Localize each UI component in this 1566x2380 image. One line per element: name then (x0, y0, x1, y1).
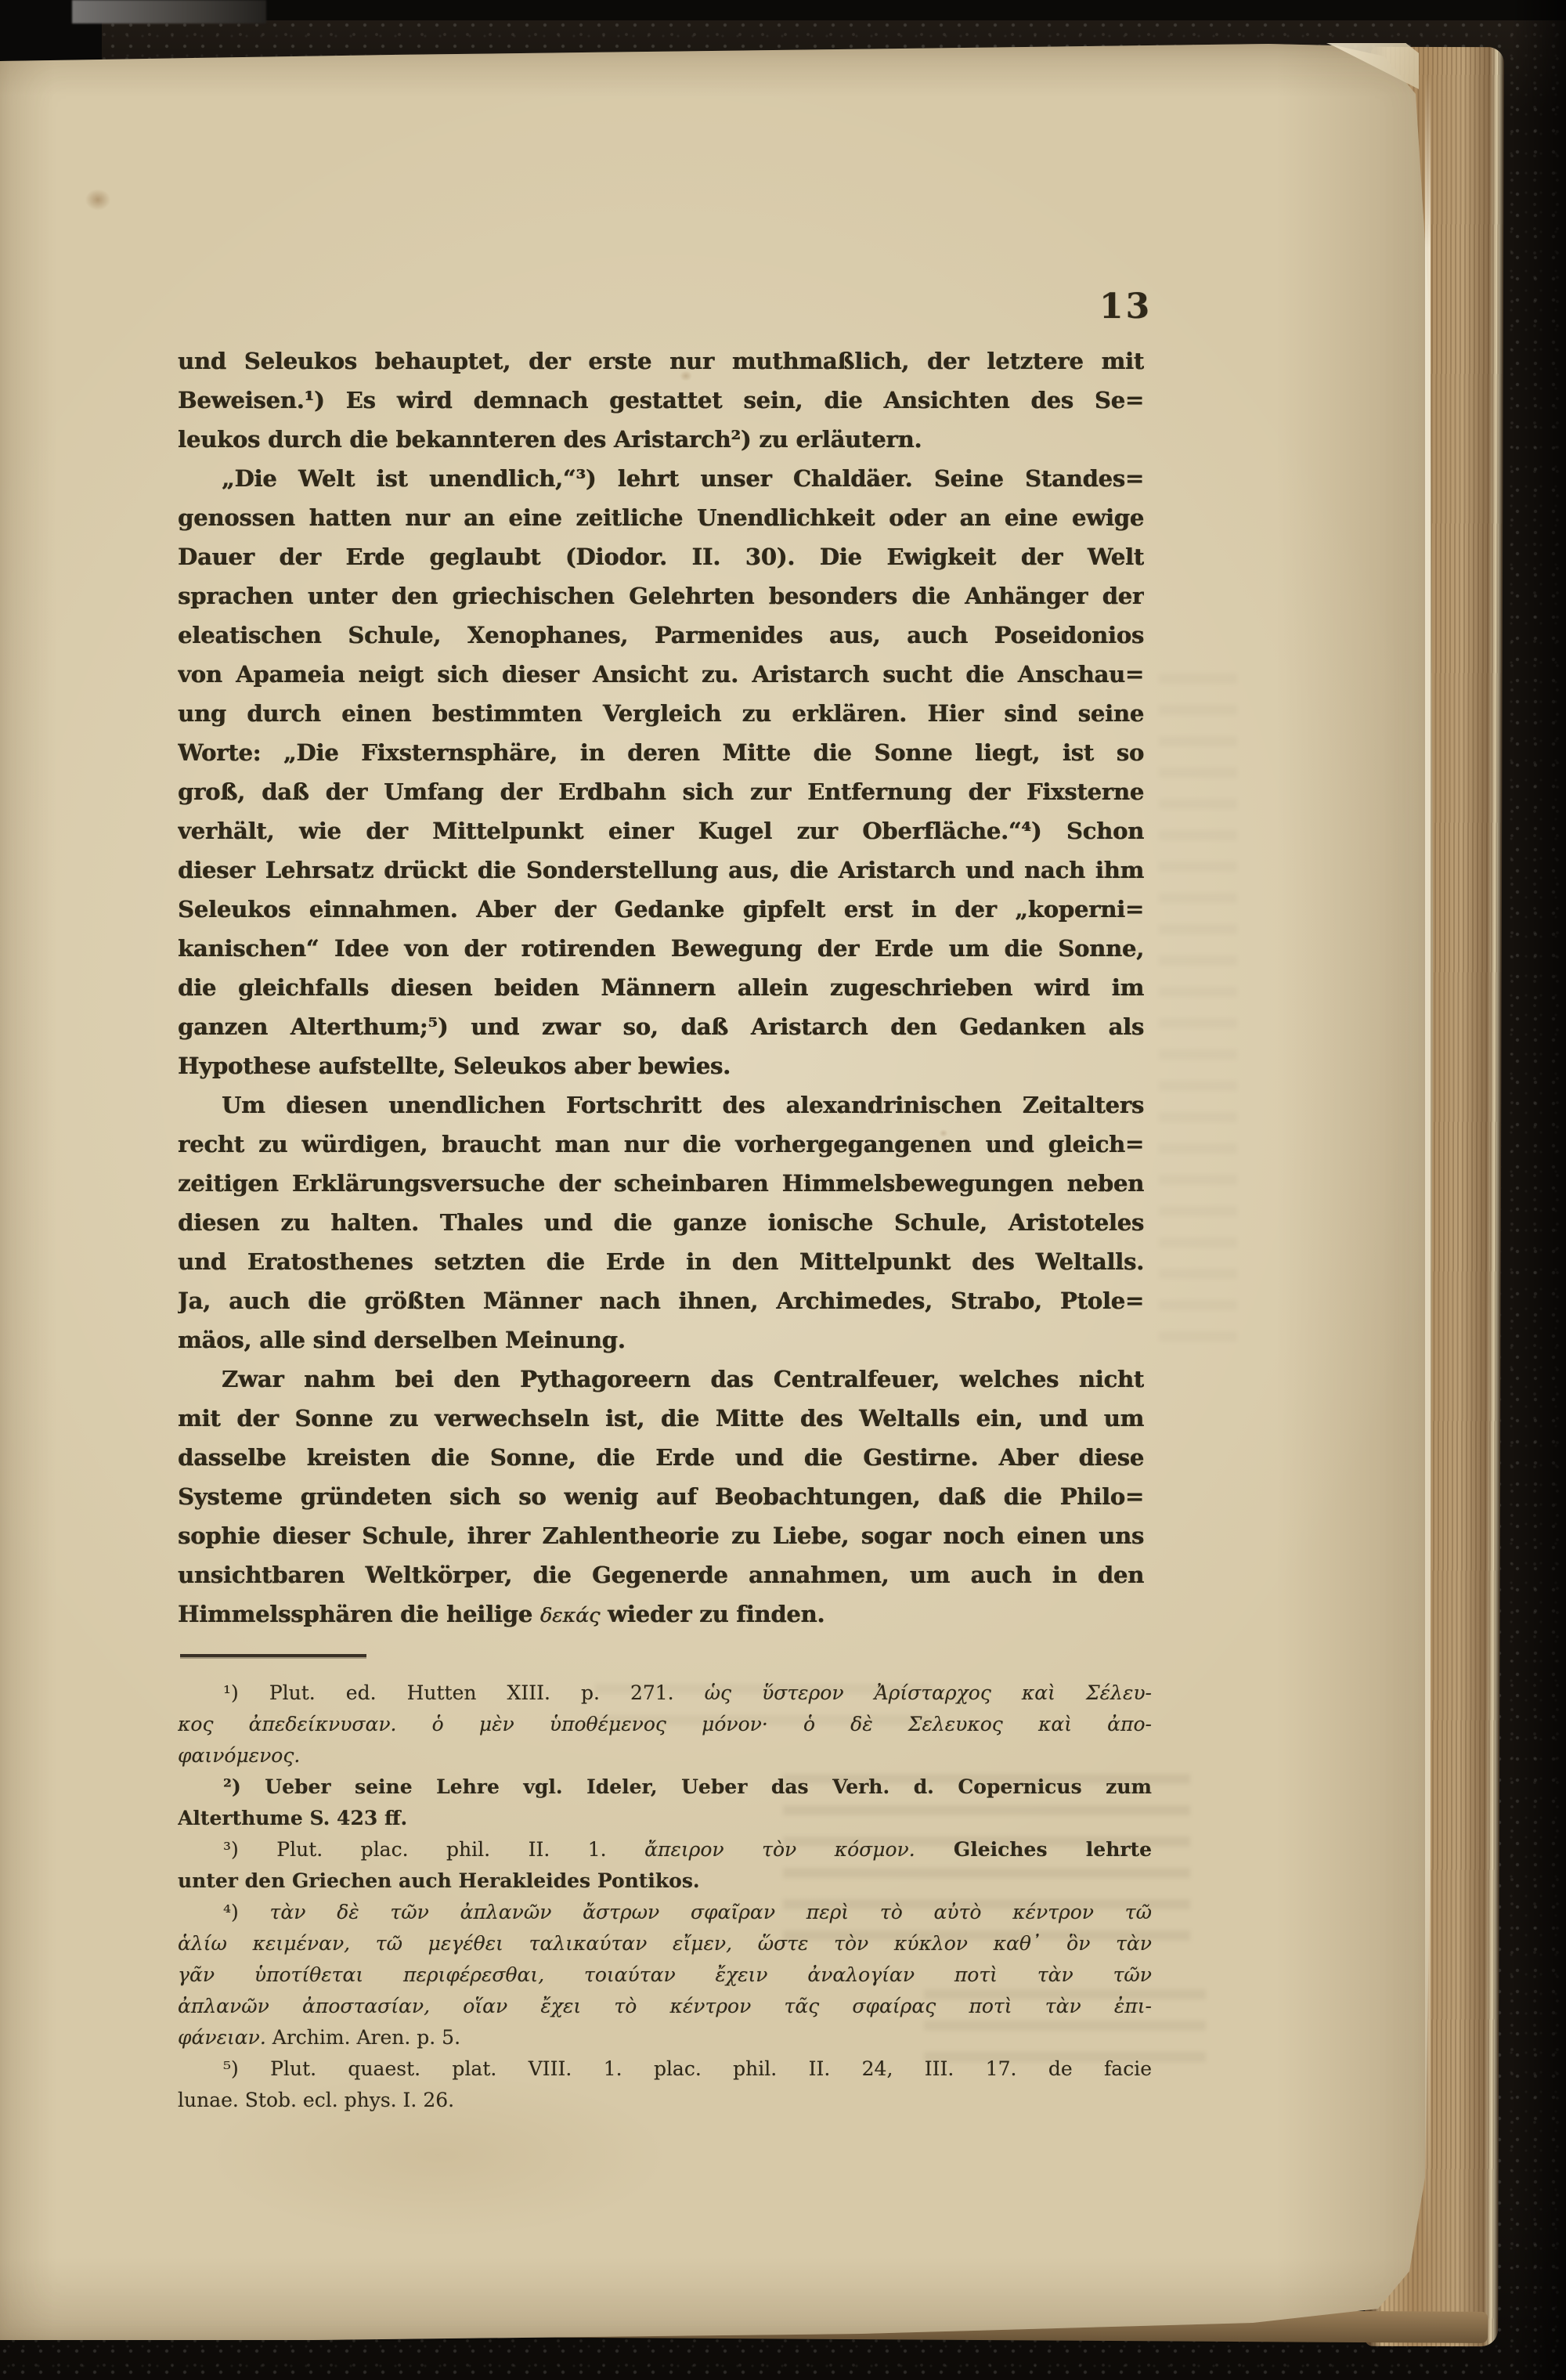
text-segment-greek: δεκάς (539, 1604, 601, 1627)
text-segment-fraktur: unsichtbaren Weltkörper, die Gegenerde annahmen, um auch in den (178, 1562, 1144, 1588)
text-line (178, 1125, 1144, 1164)
text-segment-fraktur: wieder zu finden. (600, 1601, 825, 1627)
text-line (178, 1360, 1144, 1399)
text-segment-latin: ⁵) Plut. quaest. plat. VIII. 1. plac. phil. II. 24, III. 17. de facie (223, 2057, 1152, 2080)
text-segment-fraktur: Gleiches lehrte (915, 1838, 1152, 1861)
text-segment-fraktur: Worte: „Die Fixsternsphäre, in deren Mitte die Sonne liegt, ist so (178, 739, 1144, 766)
text-line (178, 2085, 1152, 2116)
footnote-rule (180, 1654, 366, 1657)
text-line (178, 694, 1144, 733)
text-line (178, 1991, 1152, 2022)
text-line (178, 1242, 1144, 1281)
text-line (178, 1594, 1144, 1634)
text-segment-fraktur: genossen hatten nur an eine zeitliche Unendlichkeit oder an eine ewige (178, 504, 1144, 531)
text-segment-fraktur: und Seleukos behauptet, der erste nur muthmaßlich, der letztere mit (178, 348, 1144, 374)
text-line (178, 655, 1144, 694)
text-line (178, 459, 1144, 498)
text-segment-fraktur: Zwar nahm bei den Pythagoreern das Centralfeuer, welches nicht (222, 1366, 1144, 1392)
text-segment-latin: Archim. Aren. p. 5. (265, 2026, 461, 2049)
cover-light-reflection (72, 0, 266, 23)
text-segment-fraktur: Hypothese aufstellte, Seleukos aber bewies. (178, 1053, 731, 1079)
text-segment-greek: γᾶν ὑποτίθεται περιφέρεσθαι, τοιαύταν ἔχειν ἀναλογίαν ποτὶ τὰν τῶν (178, 1963, 1152, 1986)
text-segment-fraktur: recht zu würdigen, braucht man nur die vorhergegangenen und gleich= (178, 1131, 1144, 1157)
text-segment-fraktur: dieser Lehrsatz drückt die Sonderstellung aus, die Aristarch und nach ihm (178, 857, 1144, 883)
text-line (178, 1555, 1144, 1594)
text-segment-fraktur: und Eratosthenes setzten die Erde in den Mittelpunkt des Weltalls. (178, 1248, 1144, 1275)
text-line (178, 498, 1144, 537)
text-line (178, 1320, 1144, 1360)
text-line (178, 1771, 1152, 1803)
text-line (178, 1085, 1144, 1125)
text-line (178, 1740, 1152, 1771)
text-segment-greek: κος ἀπεδείκνυσαν. ὁ μὲν ὑποθέμενος μόνον· ὁ δὲ Σελευκος καὶ ἀπο- (178, 1713, 1152, 1735)
text-line (178, 1399, 1144, 1438)
text-segment-greek: φάνειαν. (178, 2026, 266, 2049)
text-segment-fraktur: verhält, wie der Mittelpunkt einer Kugel zur Oberfläche.“⁴) Schon (178, 818, 1144, 844)
text-segment-fraktur: sophie dieser Schule, ihrer Zahlentheorie zu Liebe, sogar noch einen uns (178, 1522, 1144, 1549)
text-segment-greek: ἄπειρον τὸν κόσμον. (644, 1838, 915, 1861)
text-segment-greek: ἁλίω κειμέναν, τῶ μεγέθει ταλικαύταν εἴμεν, ὥστε τὸν κύκλον καθ᾽ ὃν τὰν (178, 1932, 1152, 1955)
text-line (178, 1007, 1144, 1046)
text-segment-fraktur: ganzen Alterthum;⁵) und zwar so, daß Aristarch den Gedanken als (178, 1013, 1144, 1040)
text-line (178, 1281, 1144, 1320)
text-segment-fraktur: von Apameia neigt sich dieser Ansicht zu. Aristarch sucht die Anschau= (178, 661, 1144, 688)
text-segment-fraktur: die gleichfalls diesen beiden Männern allein zugeschrieben wird im (178, 974, 1144, 1001)
text-segment-fraktur: Systeme gründeten sich so wenig auf Beobachtungen, daß die Philo= (178, 1483, 1144, 1510)
text-segment-fraktur: ²) Ueber seine Lehre vgl. Ideler, Ueber das Verh. d. Copernicus zum (223, 1775, 1152, 1798)
text-segment-fraktur: diesen zu halten. Thales und die ganze ionische Schule, Aristoteles (178, 1209, 1144, 1236)
text-line (178, 1203, 1144, 1242)
text-line (178, 341, 1144, 381)
footnotes-block (178, 1678, 1152, 2116)
text-line (178, 2022, 1152, 2053)
text-line (178, 1928, 1152, 1959)
text-line (178, 616, 1144, 655)
text-segment-fraktur: Ja, auch die größten Männer nach ihnen, Archimedes, Strabo, Ptole= (178, 1288, 1144, 1314)
text-line (178, 2053, 1152, 2085)
page-number: 13 (1099, 287, 1153, 327)
text-line (178, 420, 1144, 459)
text-segment-latin: ⁴) (223, 1901, 270, 1923)
text-segment-fraktur: groß, daß der Umfang der Erdbahn sich zur Entfernung der Fixsterne (178, 778, 1144, 805)
text-line (178, 968, 1144, 1007)
text-line (178, 1865, 1152, 1897)
text-line (178, 1438, 1144, 1477)
text-line (178, 1803, 1152, 1834)
text-segment-fraktur: mäos, alle sind derselben Meinung. (178, 1327, 626, 1353)
text-line (178, 576, 1144, 616)
text-segment-fraktur: ung durch einen bestimmten Vergleich zu erklären. Hier sind seine (178, 700, 1144, 727)
text-segment-fraktur: kanischen“ Idee von der rotirenden Bewegung der Erde um die Sonne, (178, 935, 1144, 962)
text-segment-fraktur: Beweisen.¹) Es wird demnach gestattet sein, die Ansichten des Se= (178, 387, 1144, 414)
text-line (178, 1678, 1152, 1709)
text-segment-fraktur: sprachen unter den griechischen Gelehrten besonders die Anhänger der (178, 583, 1144, 609)
text-line (178, 1709, 1152, 1740)
text-segment-fraktur: Himmelssphären die heilige (178, 1601, 540, 1627)
main-text-block (178, 341, 1144, 1634)
text-line (178, 733, 1144, 772)
text-line (178, 929, 1144, 968)
text-line (178, 1959, 1152, 1991)
cover-right-shadow (1511, 0, 1566, 2380)
text-line (178, 811, 1144, 851)
page-edge-highlight (1425, 74, 1431, 2252)
text-segment-greek: φαινόμενος. (178, 1744, 301, 1767)
text-segment-fraktur: Seleukos einnahmen. Aber der Gedanke gipfelt erst in der „koperni= (178, 896, 1144, 923)
text-segment-fraktur: eleatischen Schule, Xenophanes, Parmenides aus, auch Poseidonios (178, 622, 1144, 648)
text-segment-fraktur: Um diesen unendlichen Fortschritt des alexandrinischen Zeitalters (222, 1092, 1144, 1118)
text-segment-latin: ³) Plut. plac. phil. II. 1. (223, 1838, 645, 1861)
text-segment-fraktur: unter den Griechen auch Herakleides Pontikos. (178, 1869, 700, 1892)
text-line (178, 1046, 1144, 1085)
text-segment-latin: lunae. Stob. ecl. phys. I. 26. (178, 2089, 455, 2111)
text-line (178, 851, 1144, 890)
text-segment-fraktur: leukos durch die bekannteren des Aristarch²) zu erläutern. (178, 426, 922, 453)
text-segment-latin: ¹) Plut. ed. Hutten XIII. p. 271. (223, 1681, 705, 1704)
text-line (178, 1516, 1144, 1555)
text-line (178, 890, 1144, 929)
text-line (178, 1897, 1152, 1928)
bleed-through-ghost (1159, 674, 1237, 1347)
text-line (178, 772, 1144, 811)
text-segment-fraktur: „Die Welt ist unendlich,“³) lehrt unser Chaldäer. Seine Standes= (222, 465, 1144, 492)
text-segment-fraktur: mit der Sonne zu verwechseln ist, die Mitte des Weltalls ein, und um (178, 1405, 1144, 1432)
text-line (178, 381, 1144, 420)
text-line (178, 537, 1144, 576)
text-segment-fraktur: dasselbe kreisten die Sonne, die Erde und die Gestirne. Aber diese (178, 1444, 1144, 1471)
text-segment-fraktur: Dauer der Erde geglaubt (Diodor. II. 30). Die Ewigkeit der Welt (178, 544, 1144, 570)
text-segment-fraktur: zeitigen Erklärungsversuche der scheinbaren Himmelsbewegungen neben (178, 1170, 1144, 1197)
text-line (178, 1834, 1152, 1865)
text-segment-greek: τὰν δὲ τῶν ἀπλανῶν ἄστρων σφαῖραν περὶ τὸ αὐτὸ κέντρον τῶ (269, 1901, 1152, 1923)
text-segment-fraktur: Alterthume S. 423 ff. (178, 1807, 408, 1829)
text-line (178, 1477, 1144, 1516)
text-line (178, 1164, 1144, 1203)
text-segment-greek: ἀπλανῶν ἀποστασίαν, οἵαν ἔχει τὸ κέντρον τᾶς σφαίρας ποτὶ τὰν ἐπι- (178, 1995, 1152, 2017)
text-segment-greek: ὡς ὕστερον Ἀρίσταρχος καὶ Σέλευ- (704, 1681, 1152, 1704)
